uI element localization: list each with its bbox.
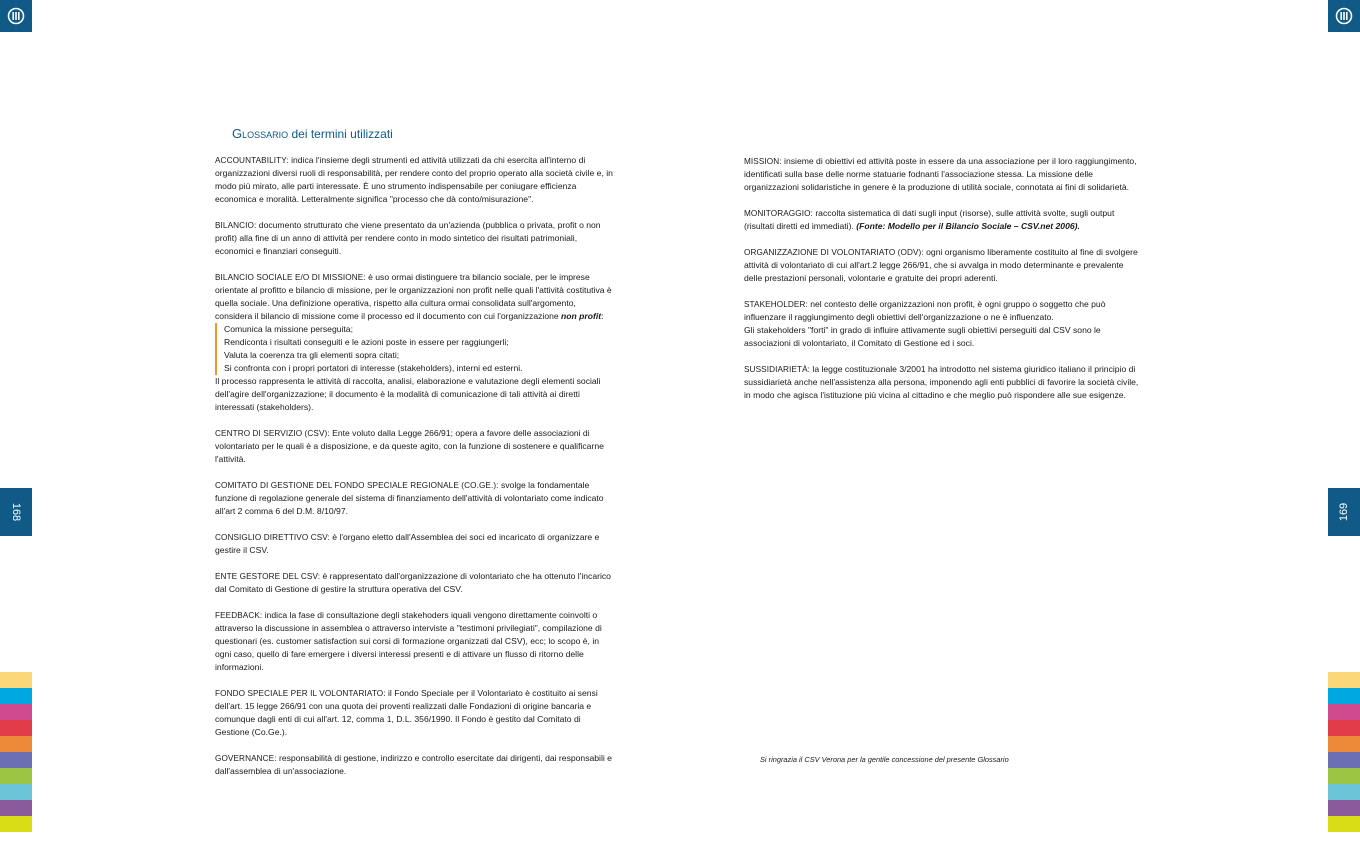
glossary-term: ENTE GESTORE DEL CSV:: [215, 572, 321, 581]
glossary-definition: nel contesto delle organizzazioni non profit, è ogni gruppo o soggetto che può influenzare il raggiungimento degli obiettivi dell'organizzazione o ne è influenzato.: [744, 299, 1106, 322]
glossary-definition: indica l'insieme degli strumenti ed attività utilizzati da chi esercita all'interno di organizzazioni diversi ruoli di responsabilità, per rendere conto del proprio operato alla società civile e, in modo più mirato, alle parti interessate. È uno strumento indispensabile per coniugare efficienza economica e moralità. Letteralmente significa "processo che dà conto/misurazione".: [215, 155, 613, 204]
glossary-entry: [215, 219, 615, 258]
bullet-item: Rendiconta i risultati conseguiti e le azioni poste in essere per raggiungerli;: [215, 336, 615, 349]
glossary-definition: Ente voluto dalla Legge 266/91; opera a favore delle associazioni di volontariato per le quali è a disposizione, e da queste agito, con la funzione di sostenere e qualificarne l'attività.: [215, 428, 604, 464]
emphasis: non profit: [561, 311, 602, 321]
color-swatch: [0, 800, 32, 816]
color-swatch: [0, 720, 32, 736]
color-swatch: [0, 768, 32, 784]
glossary-definition: raccolta sistematica di dati sugli input (risorse), sulle attività svolte, sugli output (risultati diretti ed immediati).: [744, 208, 1115, 231]
color-swatch: [0, 672, 32, 688]
color-swatch: [0, 816, 32, 832]
roman-numeral-three-icon: [1335, 7, 1353, 25]
glossary-definition: responsabilità di gestione, indirizzo e controllo esercitate dai dirigenti, dai responsabili e dall'assemblea di un'associazione.: [215, 753, 612, 776]
glossary-term: FONDO SPECIALE PER IL VOLONTARIATO:: [215, 689, 386, 698]
color-swatch: [1328, 736, 1360, 752]
glossary-entry: [215, 752, 615, 778]
color-swatch: [1328, 720, 1360, 736]
title-caps: Glossario: [232, 126, 289, 141]
color-swatch: [1328, 672, 1360, 688]
glossary-term: SUSSIDIARIETÀ:: [744, 365, 811, 374]
glossary-definition-end: :: [601, 311, 604, 321]
glossary-paragraph: [215, 271, 615, 323]
page-title: [232, 126, 393, 141]
bullet-item: Si confronta con i propri portatori di interesse (stakeholders), interni ed esterni.: [215, 362, 615, 375]
bullet-item: Comunica la missione perseguita;: [215, 323, 615, 336]
glossary-term: MONITORAGGIO:: [744, 209, 813, 218]
corner-tab-right: [1328, 0, 1360, 32]
credit-note: Si ringrazia il CSV Verona per la gentile concessione del presente Glossario: [760, 755, 1009, 764]
glossary-definition: indica la fase di consultazione degli stakehoders iquali vengono direttamente coinvolti o attraverso la discussione in assemblea o attraverso interviste a "testimoni privilegiati", compilazione di questionari (es. customer satisfaction sui corsi di formazione organizzati dal CSV), ecc; lo scopo è, in ogni caso, quello di fare emergere i diversi interessi presenti e di attivare un flusso di ritorno delle informazioni.: [215, 610, 602, 672]
glossary-term: BILANCIO:: [215, 221, 257, 230]
glossary-term: ORGANIZZAZIONE DI VOLONTARIATO (ODV):: [744, 248, 924, 257]
glossary-entry: [744, 298, 1144, 350]
glossary-entry: [744, 155, 1144, 194]
color-swatch: [1328, 800, 1360, 816]
glossary-definition: il Fondo Speciale per il Volontariato è costituito ai sensi dell'art. 15 legge 266/91 con una quota dei proventi realizzati dalle Fondazioni di origine bancaria e comunque dagli enti di cui all'art. 12, comma 1, D.L. 356/1990. Il Fondo è gestito dal Comitato di Gestione (Co.Ge.).: [215, 688, 598, 737]
color-swatch: [1328, 768, 1360, 784]
glossary-entry: [215, 427, 615, 466]
source-citation: (Fonte: Modello per il Bilancio Sociale – CSV.net 2006).: [856, 221, 1080, 231]
glossary-definition: documento strutturato che viene presentato da un'azienda (pubblica o privata, profit o non profit) alla fine di un anno di attività per rendere conto in modo sintetico dei risultati patrimoniali, economici e finanziari conseguiti.: [215, 220, 601, 256]
glossary-after-text: Gli stakeholders "forti" in grado di influire attivamente sugli obiettivi perseguiti dal CSV sono le associazioni di volontariato, il Comitato di Gestione ed i soci.: [744, 325, 1101, 348]
title-rest: dei termini utilizzati: [288, 127, 393, 141]
glossary-after-text: Il processo rappresenta le attività di raccolta, analisi, elaborazione e valutazione degli elementi sociali dell'agire dell'organizzazione; il documento è la modalità di comunicazione di tali attività ai diretti interessati (stakeholders).: [215, 376, 601, 412]
color-swatch: [1328, 784, 1360, 800]
color-swatch: [0, 784, 32, 800]
glossary-definition: ogni organismo liberamente costituito al fine di svolgere attività di volontariato di cui all'art.2 legge 266/91, che si avvalga in modo determinante e prevalente delle prestazioni personali, volontarie e gratuite dei propri aderenti.: [744, 247, 1138, 283]
glossary-column-right: [744, 155, 1144, 415]
page-number-right: [1328, 488, 1360, 536]
color-swatch: [1328, 816, 1360, 832]
corner-tab-left: [0, 0, 32, 32]
glossary-term: MISSION:: [744, 157, 782, 166]
glossary-definition: è uso ormai distinguere tra bilancio sociale, per le imprese orientate al profitto e bilancio di missione, per le organizzazioni non profit nelle quali l'attività costitutiva è quella sociale. Una definizione operativa, rispetto alla cultura ormai consolidata sull'argomento, considera il bilancio di missione come il processo ed il documento con cui l'organizzazione: [215, 272, 612, 321]
glossary-entry: [744, 246, 1144, 285]
glossary-entry: [215, 154, 615, 206]
roman-numeral-three-icon: [7, 7, 25, 25]
color-swatch: [1328, 688, 1360, 704]
glossary-definition: la legge costituzionale 3/2001 ha introdotto nel sistema giuridico italiano il principio di sussidiarietà anche nell'assistenza alla persona, imponendo agli enti pubblici di favorire la società civile, in modo che agisca l'istituzione più vicina al cittadino e che meglio può rispondere alle sue esigenze.: [744, 364, 1139, 400]
glossary-definition: svolge la fondamentale funzione di regolazione generale del sistema di finanziamento dell'attività di volontariato come indicato all'art 2 comma 6 del D.M. 8/10/97.: [215, 480, 604, 516]
glossary-definition: è l'organo eletto dall'Assemblea dei soci ed incaricato di organizzare e gestire il CSV.: [215, 532, 600, 555]
glossary-definition: insieme di obiettivi ed attività poste in essere da una associazione per il loro raggiungimento, identificati sulla base delle norme statuarie fodnanti l'associazione stessa. La missione delle organizzazioni solidaristiche in genere è la produzione di utilità sociale, connotata ai fini di solidarietà.: [744, 156, 1137, 192]
glossary-term: ACCOUNTABILITY:: [215, 156, 289, 165]
color-swatches-left: [0, 672, 32, 832]
page-number-left-label: 168: [9, 502, 22, 522]
glossary-term: BILANCIO SOCIALE E/O DI MISSIONE:: [215, 273, 366, 282]
glossary-entry: [215, 687, 615, 739]
glossary-term: FEEDBACK:: [215, 611, 263, 620]
glossary-entry: [215, 570, 615, 596]
glossary-paragraph: [744, 298, 1144, 324]
bullet-item: Valuta la coerenza tra gli elementi sopra citati;: [215, 349, 615, 362]
glossary-column-left: [215, 154, 615, 791]
color-swatch: [1328, 704, 1360, 720]
color-swatch: [0, 752, 32, 768]
color-swatch: [0, 688, 32, 704]
glossary-term: CENTRO DI SERVIZIO (CSV):: [215, 429, 330, 438]
glossary-entry: [744, 207, 1144, 233]
glossary-term: CONSIGLIO DIRETTIVO CSV:: [215, 533, 330, 542]
color-swatch: [0, 736, 32, 752]
color-swatches-right: [1328, 672, 1360, 832]
glossary-entry: [215, 271, 615, 414]
glossary-term: COMITATO DI GESTIONE DEL FONDO SPECIALE REGIONALE (CO.GE.):: [215, 481, 499, 490]
glossary-entry: [215, 609, 615, 674]
color-swatch: [0, 704, 32, 720]
glossary-term: STAKEHOLDER:: [744, 300, 808, 309]
glossary-entry: [215, 531, 615, 557]
glossary-term: GOVERNANCE:: [215, 754, 277, 763]
page-number-left: [0, 488, 32, 536]
page-number-right-label: 169: [1337, 502, 1350, 522]
glossary-definition: è rappresentato dall'organizzazione di volontariato che ha ottenuto l'incarico dal Comitato di Gestione di gestire la struttura operativa del CSV.: [215, 571, 611, 594]
glossary-entry: [744, 363, 1144, 402]
color-swatch: [1328, 752, 1360, 768]
glossary-entry: [215, 479, 615, 518]
